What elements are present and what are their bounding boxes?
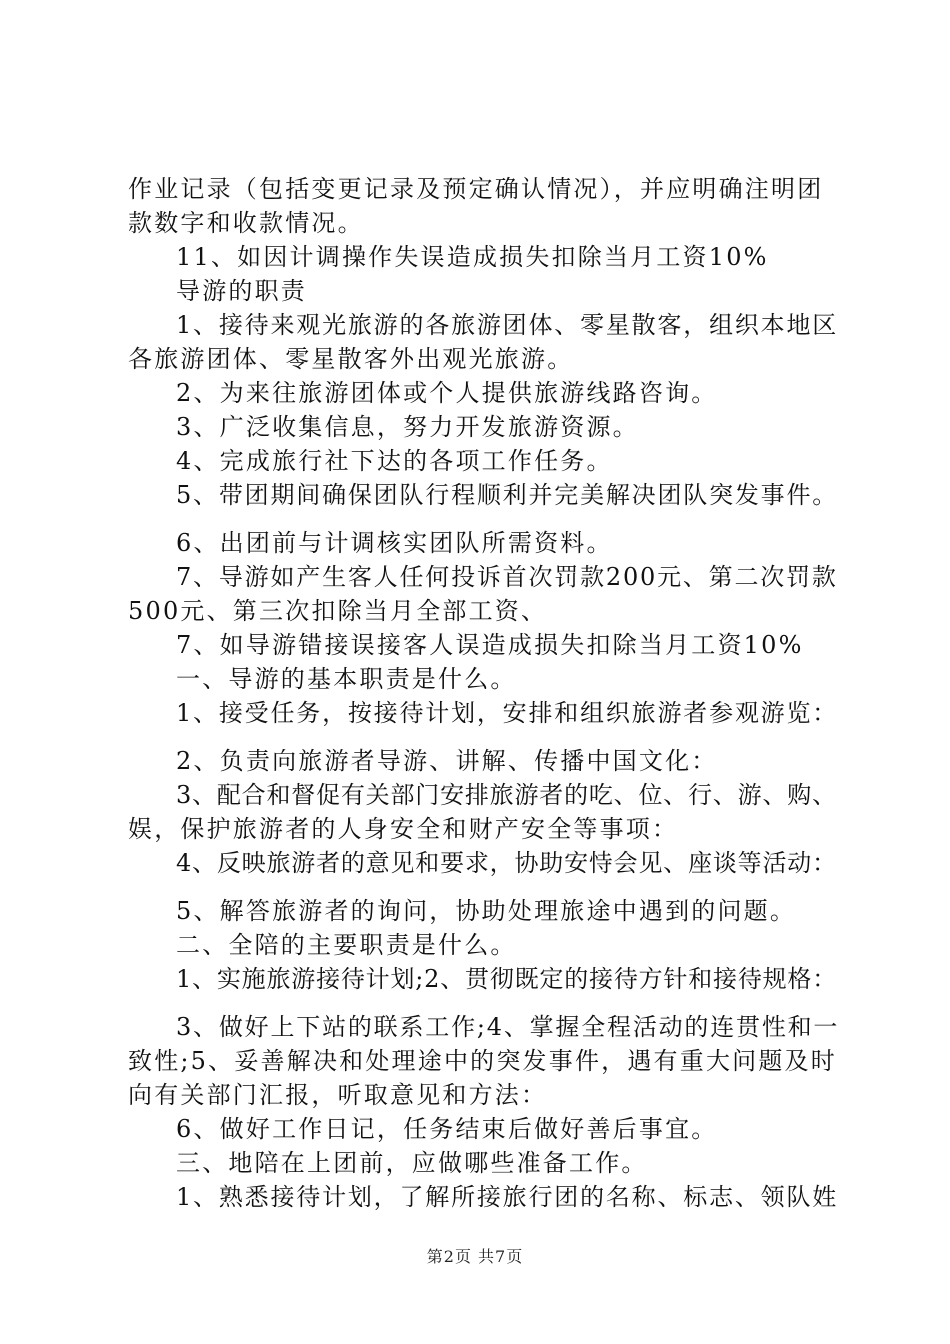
text-line: 导游的职责 [176,277,307,305]
paragraph-gap [128,730,840,744]
text-line: 一、导游的基本职责是什么。 [176,665,517,693]
text-line: 2、负责向旅游者导游、讲解、传播中国文化： [176,747,718,775]
paragraph-gap [128,880,840,894]
text-line: 3、广泛收集信息，努力开发旅游资源。 [176,413,639,441]
text-line: 款数字和收款情况。 [128,209,364,237]
text-line: 3、配合和督促有关部门安排旅游者的吃、位、行、游、购、 [176,781,837,809]
text-line: 4、完成旅行社下达的各项工作任务。 [176,447,613,475]
text-line: 向有关部门汇报，听取意见和方法： [128,1081,548,1109]
text-line: 二、全陪的主要职责是什么。 [176,931,517,959]
text-line: 7、导游如产生客人任何投诉首次罚款200元、第二次罚款 [176,563,838,591]
text-line: 5、解答旅游者的询问，协助处理旅途中遇到的问题。 [176,897,797,925]
text-line: 11、如因计调操作失误造成损失扣除当月工资10% [176,243,769,271]
document-body [128,172,840,1214]
page-number: 第2页 共7页 [426,1247,524,1266]
text-line: 作业记录（包括变更记录及预定确认情况），并应明确注明团 [128,175,824,203]
text-line: 5、带团期间确保团队行程顺利并完美解决团队突发事件。 [176,481,839,509]
text-line: 6、做好工作日记，任务结束后做好善后事宜。 [176,1115,718,1143]
text-line: 4、反映旅游者的意见和要求，协助安恃会见、座谈等活动： [176,849,837,877]
text-line: 各旅游团体、零星散客外出观光旅游。 [128,345,574,373]
text-line: 娱，保护旅游者的人身安全和财产安全等事项： [128,815,679,843]
text-line: 三、地陪在上团前，应做哪些准备工作。 [176,1149,648,1177]
text-line: 2、为来往旅游团体或个人提供旅游线路咨询。 [176,379,718,407]
text-line: 6、出团前与计调核实团队所需资料。 [176,529,613,557]
paragraph-gap [128,996,840,1010]
text-line: 1、实施旅游接待计划;2、贯彻既定的接待方针和接待规格： [176,965,838,993]
text-line: 1、接待来观光旅游的各旅游团体、零星散客，组织本地区 [176,311,839,339]
text-line: 500元、第三次扣除当月全部工资、 [128,597,548,625]
text-line: 7、如导游错接误接客人误造成损失扣除当月工资10% [176,631,804,659]
text-line: 3、做好上下站的联系工作;4、掌握全程活动的连贯性和一 [176,1013,840,1041]
paragraph-gap [128,512,840,526]
text-line: 1、熟悉接待计划，了解所接旅行团的名称、标志、领队姓 [176,1183,839,1211]
text-line: 致性;5、妥善解决和处理途中的突发事件，遇有重大问题及时 [128,1047,837,1075]
text-line: 1、接受任务，按接待计划，安排和组织旅游者参观游览： [176,699,839,727]
